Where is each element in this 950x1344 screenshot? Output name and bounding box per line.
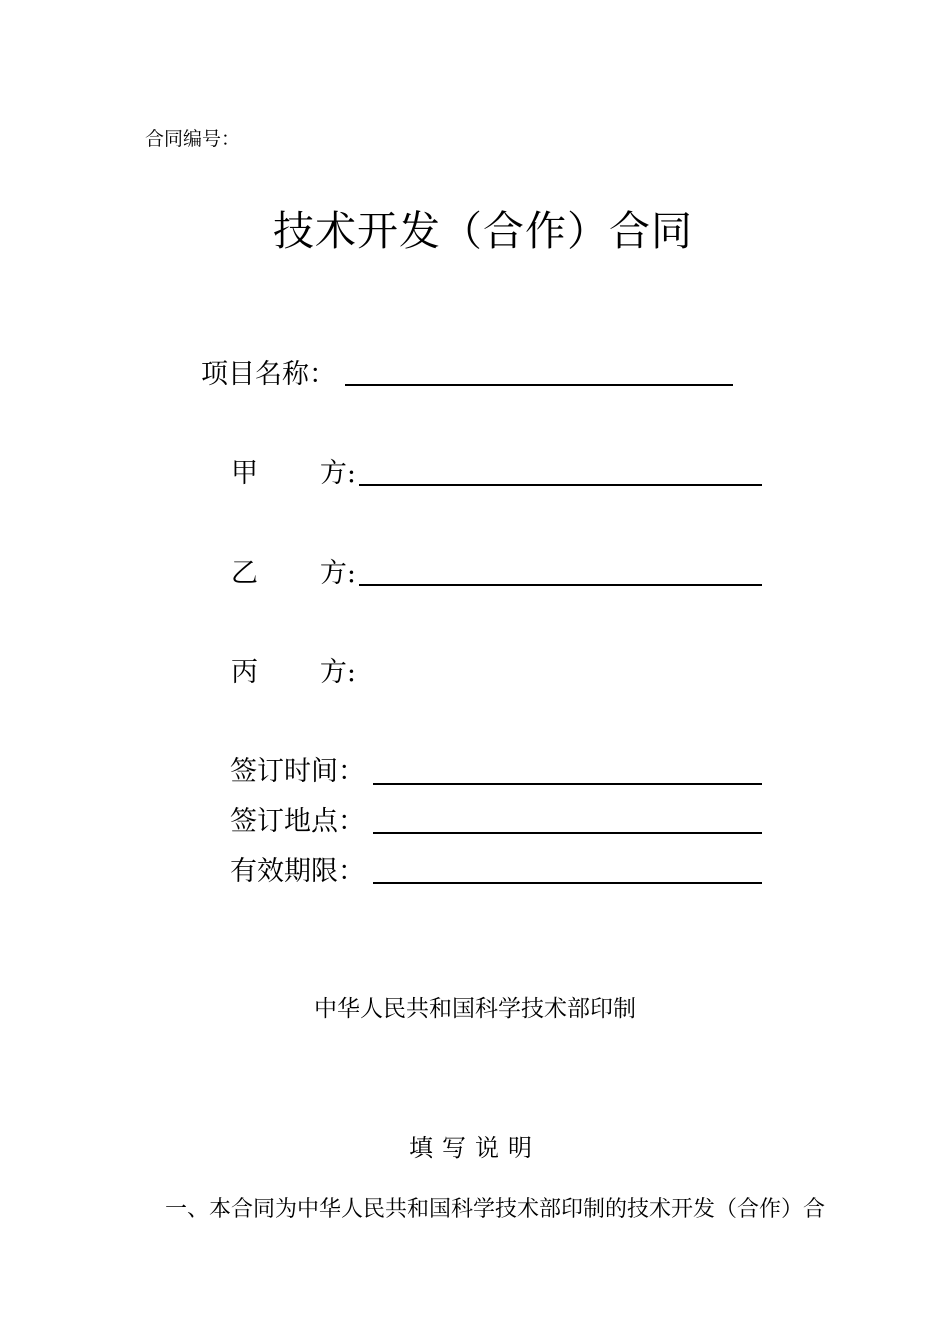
signing-time-line[interactable] (373, 783, 762, 785)
party-b-label-second: 方: (319, 558, 356, 589)
party-c-label-first: 丙 (231, 657, 258, 688)
instructions-heading: 填写说明 (409, 1134, 541, 1162)
signing-time-label: 签订时间： (230, 756, 365, 787)
contract-number-label: 合同编号： (145, 128, 241, 150)
party-c-label (231, 655, 356, 701)
publisher-line: 中华人民共和国科学技术部印制 (314, 996, 636, 1022)
party-b-line[interactable] (359, 584, 762, 586)
validity-line[interactable] (373, 882, 762, 884)
party-c-label-second: 方: (319, 657, 356, 688)
project-name-line[interactable] (345, 384, 733, 386)
validity-label: 有效期限： (230, 856, 365, 887)
party-a-line[interactable] (359, 484, 762, 486)
party-b-label-first: 乙 (231, 558, 258, 589)
instructions-first-line: 一、本合同为中华人民共和国科学技术部印制的技术开发（合作）合 (165, 1197, 826, 1222)
project-name-label: 项目名称： (201, 359, 336, 390)
party-b-label (231, 556, 356, 602)
signing-place-line[interactable] (373, 832, 762, 834)
party-a-label-second: 方: (319, 458, 356, 489)
party-a-label-first: 甲 (231, 458, 258, 489)
signing-place-label: 签订地点： (230, 806, 365, 837)
party-a-label (231, 456, 356, 502)
page-title: 技术开发（合作）合同 (273, 207, 693, 255)
